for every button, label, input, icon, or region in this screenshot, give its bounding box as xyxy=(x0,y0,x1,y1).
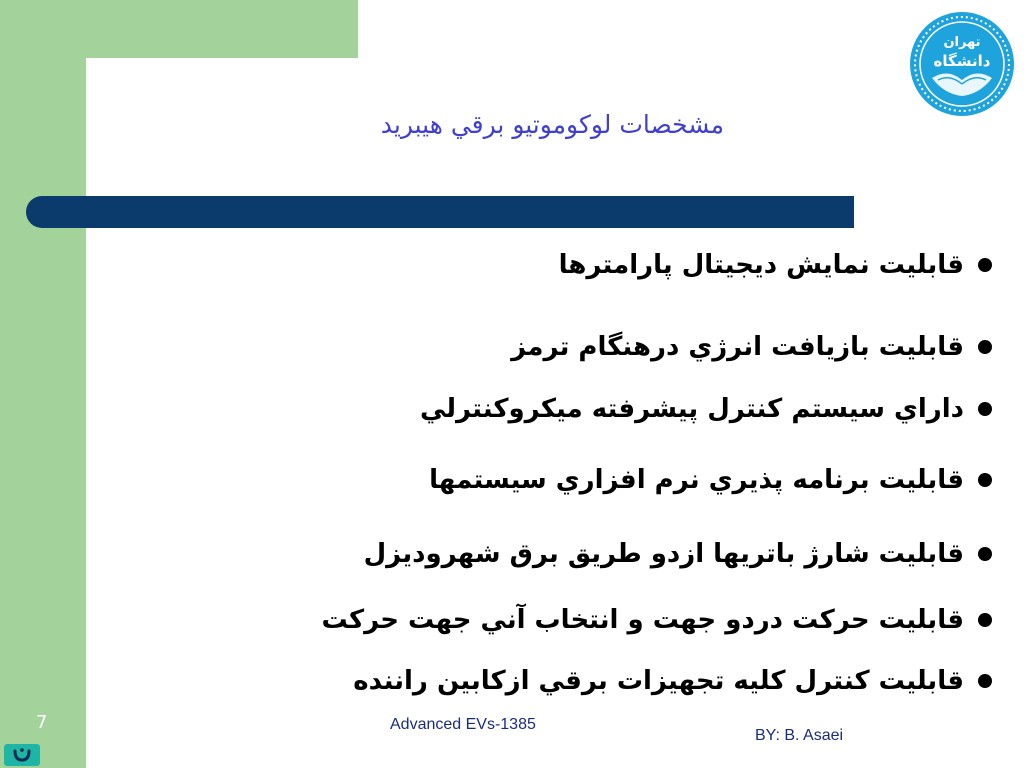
bullet-dot-icon xyxy=(978,674,992,688)
logo-text-line1: تهران xyxy=(943,35,981,50)
bullet-dot-icon xyxy=(978,402,992,416)
corner-badge-icon xyxy=(4,744,40,766)
bullet-item xyxy=(321,605,992,635)
left-green-strip xyxy=(0,0,86,768)
bullet-text: قابلیت حرکت دردو جهت و انتخاب آني جهت حرکت xyxy=(321,605,964,635)
bullet-list xyxy=(232,0,992,768)
university-of-tehran-seal-icon xyxy=(908,10,1016,118)
bullet-text: قابلیت بازیافت انرژي درهنگام ترمز xyxy=(511,332,964,362)
bullet-item xyxy=(364,539,992,569)
bullet-text: قابلیت برنامه پذیري نرم افزاري سیستمها xyxy=(429,465,964,495)
footer-author-label: BY: B. Asaei xyxy=(755,727,844,744)
bullet-text: قابلیت نمایش دیجیتال پارامترها xyxy=(558,250,964,280)
page-number: 7 xyxy=(36,712,48,733)
bullet-text: قابلیت شارژ باتریها ازدو طریق برق شهروديزل xyxy=(363,539,964,569)
footer-course-label: Advanced EVs-1385 xyxy=(390,716,536,733)
bullet-item xyxy=(420,394,992,424)
bullet-text: قابلیت کنترل کلیه تجهیزات برقي ازکابین راننده xyxy=(353,666,964,696)
bullet-text: داراي سیستم کنترل پیشرفته میکروکنترلي xyxy=(419,394,964,424)
bullet-item xyxy=(429,465,992,495)
bullet-dot-icon xyxy=(978,258,992,272)
bullet-dot-icon xyxy=(978,613,992,627)
bullet-dot-icon xyxy=(978,547,992,561)
bullet-dot-icon xyxy=(978,473,992,487)
bullet-item xyxy=(511,332,992,362)
bullet-item xyxy=(353,666,992,696)
slide-title: مشخصات لوکوموتیو برقي هیبرید xyxy=(380,110,724,139)
bullet-item xyxy=(559,250,992,280)
bullet-dot-icon xyxy=(978,340,992,354)
logo-text-line2: دانشگاه xyxy=(933,52,991,70)
